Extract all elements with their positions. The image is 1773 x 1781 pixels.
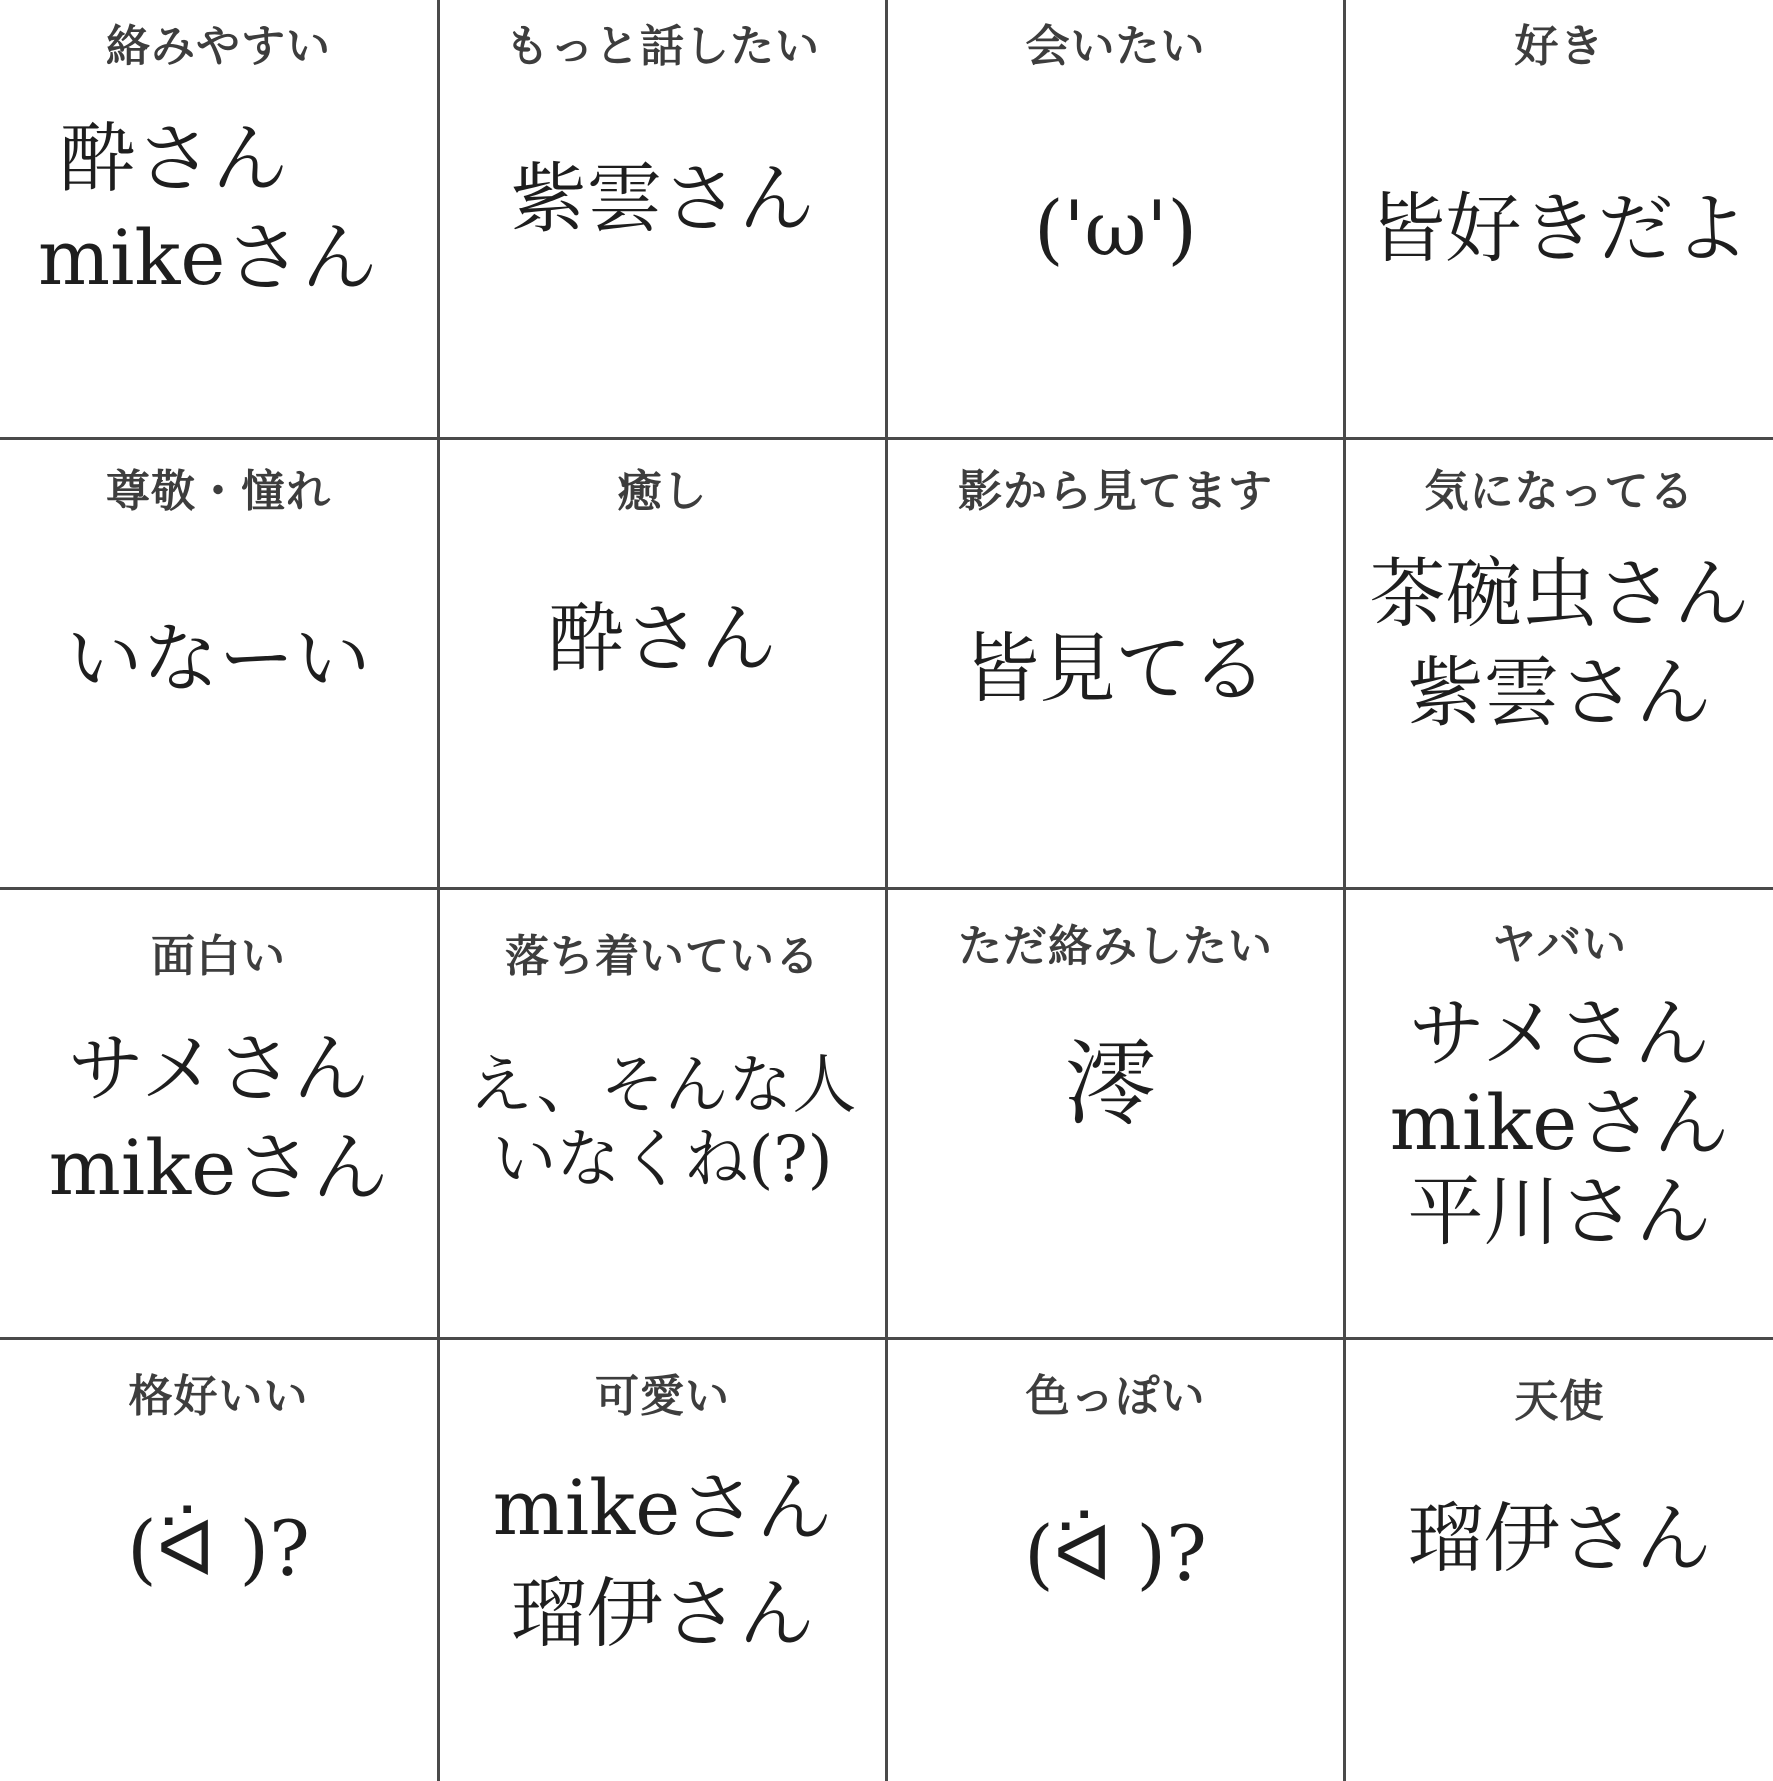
cell-content xyxy=(440,150,885,249)
cell-header: 尊敬・憧れ xyxy=(106,466,331,517)
cell-header: 絡みやすい xyxy=(106,21,331,72)
content-line: mikeさん xyxy=(48,1122,389,1212)
cell-kawaii xyxy=(440,1340,885,1781)
cell-ki-ni-natteru xyxy=(1346,440,1773,887)
cell-motto-hanashitai xyxy=(440,0,885,437)
content-line: 平川さん xyxy=(1407,1166,1712,1256)
content-line: サメさん xyxy=(68,1024,369,1113)
cell-header: 落ち着いている xyxy=(505,931,820,982)
cell-header: 影から見てます xyxy=(958,466,1273,517)
content-line: サメさん xyxy=(1409,989,1710,1078)
content-line: 澪 xyxy=(1064,1031,1157,1138)
cell-header: 格好いい xyxy=(128,1371,309,1422)
cell-iyashi xyxy=(440,440,885,887)
cell-content xyxy=(440,1455,885,1668)
cell-kage-kara-mitemasu xyxy=(888,440,1343,887)
cell-header: 天使 xyxy=(1514,1376,1605,1427)
content-line: 酔さん xyxy=(548,594,777,683)
cell-tada-karamishitai xyxy=(888,890,1343,1337)
cell-header: 可愛い xyxy=(595,1371,730,1422)
cell-kakkoii xyxy=(0,1340,437,1781)
content-line: 瑠伊さん xyxy=(1407,1494,1712,1583)
cell-content xyxy=(888,180,1343,279)
cell-content xyxy=(888,620,1343,719)
content-line: 紫雲さん xyxy=(1407,647,1712,737)
content-line: mikeさん xyxy=(492,1463,833,1552)
content-line: mikeさん xyxy=(38,212,378,302)
cell-header: 会いたい xyxy=(1025,21,1206,72)
cell-tenshi xyxy=(1346,1340,1773,1781)
cell-header: 面白い xyxy=(151,931,286,982)
cell-content xyxy=(1346,180,1773,279)
content-line: 紫雲さん xyxy=(510,154,815,243)
content-line: 瑠伊さん xyxy=(510,1569,815,1659)
cell-content xyxy=(440,1050,885,1197)
content-line: 皆見てる xyxy=(963,624,1268,713)
content-line: え、そんな人 xyxy=(468,1049,857,1123)
content-line: 皆好きだよ xyxy=(1369,184,1750,273)
content-line: (ᐛ )? xyxy=(1024,1509,1207,1598)
cell-iroppoi xyxy=(888,1340,1343,1781)
cell-header: ヤバい xyxy=(1492,919,1627,970)
content-line: 茶碗虫さん xyxy=(1369,549,1750,638)
cell-header: 色っぽい xyxy=(1025,1371,1206,1422)
content-line: 酔さん xyxy=(60,114,288,203)
content-line: mikeさん xyxy=(1389,1077,1730,1167)
cell-header: ただ絡みしたい xyxy=(958,921,1273,972)
cell-suki xyxy=(1346,0,1773,437)
cell-omoshiroi xyxy=(0,890,437,1337)
cell-karamiyasui xyxy=(0,0,437,437)
cell-header: 癒し xyxy=(617,466,708,517)
cell-sonkei-akogare xyxy=(0,440,437,887)
cell-ochitsuiteiru xyxy=(440,890,885,1337)
cell-content xyxy=(0,1500,437,1599)
content-line: ('ω') xyxy=(1033,184,1198,273)
content-line: いなーい xyxy=(66,614,371,703)
cell-yabai xyxy=(1346,890,1773,1337)
cell-header: 気になってる xyxy=(1424,466,1695,517)
cell-header: 好き xyxy=(1514,21,1605,72)
content-line: いなくね(?) xyxy=(492,1122,833,1197)
cell-content xyxy=(0,110,437,308)
content-line: (ᐛ )? xyxy=(127,1504,310,1593)
cell-content xyxy=(1346,990,1773,1257)
cell-content xyxy=(0,610,437,709)
cell-content xyxy=(888,1505,1343,1604)
cell-content xyxy=(888,1025,1343,1145)
cell-content xyxy=(1346,1490,1773,1589)
cell-aitai xyxy=(888,0,1343,437)
cell-content xyxy=(0,1020,437,1218)
cell-header: もっと話したい xyxy=(505,21,820,72)
cell-content xyxy=(440,590,885,689)
cell-content xyxy=(1346,545,1773,743)
